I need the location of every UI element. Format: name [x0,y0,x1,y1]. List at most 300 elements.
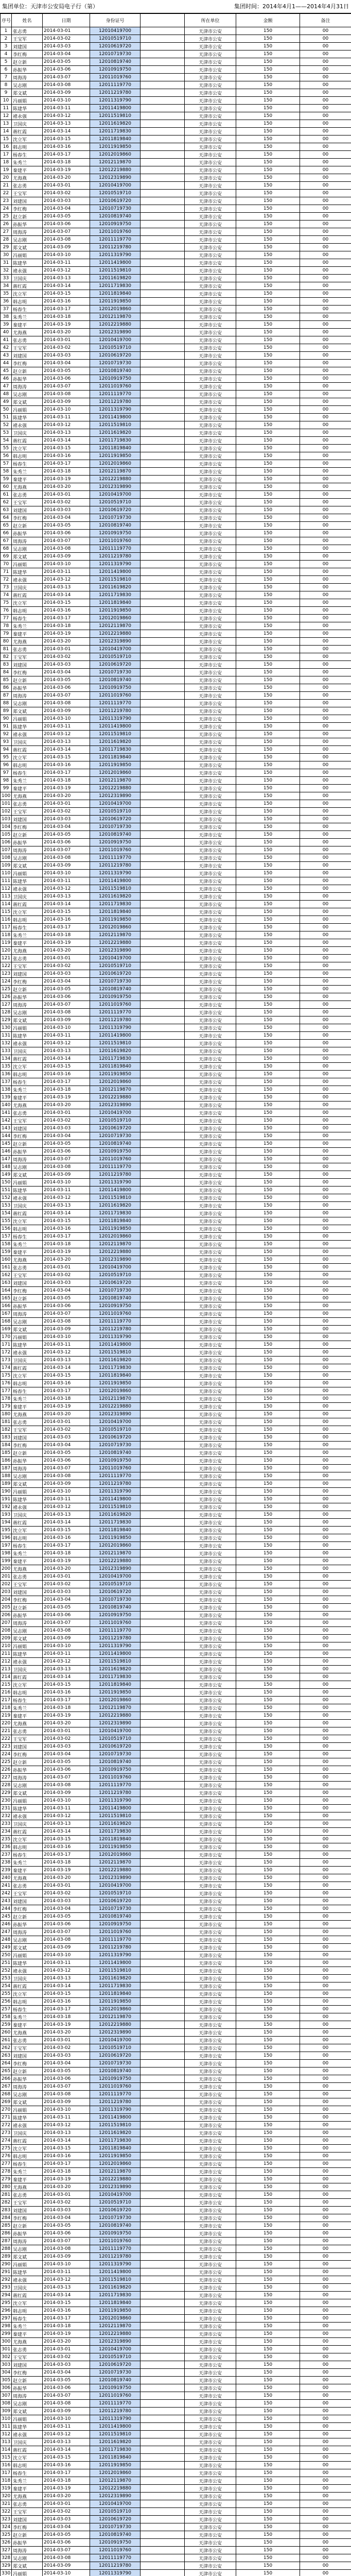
cell-org: 天津市公安 [185,329,236,336]
cell-name: 冯丽娟 [12,2415,43,2423]
cell-seq: 66 [1,530,12,537]
table-row [1,1859,351,1867]
cell-seq: 158 [1,1241,12,1248]
cell-blank [141,1395,185,1403]
cell-seq: 165 [1,1295,12,1302]
cell-date: 2014-03-18 [43,2323,90,2330]
cell-idcard: 12012219880 [90,2330,141,2338]
cell-note: 00 [300,1302,351,1310]
cell-seq: 296 [1,2307,12,2315]
cell-idcard: 12011319790 [90,870,141,877]
cell-name: 周海涛 [12,383,43,391]
cell-seq: 73 [1,584,12,591]
cell-blank [141,1967,185,1975]
cell-blank [141,1349,185,1357]
cell-seq: 65 [1,522,12,530]
cell-amount: 150 [236,1650,300,1658]
cell-idcard: 12010519710 [90,2199,141,2207]
cell-idcard: 12011219780 [90,1789,141,1797]
cell-note: 00 [300,2292,351,2299]
cell-date: 2014-03-19 [43,630,90,638]
table-row [1,1333,351,1341]
cell-org: 天津市公安 [185,1217,236,1225]
cell-seq: 281 [1,2191,12,2199]
cell-blank [141,1905,185,1913]
cell-date: 2014-03-02 [43,2508,90,2516]
cell-blank [141,2276,185,2284]
table-row [1,1395,351,1403]
cell-idcard: 12011819840 [90,1990,141,1998]
table-row [1,1001,351,1009]
cell-note: 00 [300,2369,351,2377]
cell-name: 孙振华 [12,2075,43,2083]
table-row [1,476,351,483]
cell-name: 王宝军 [12,2508,43,2516]
cell-org: 天津市公安 [185,282,236,290]
cell-name: 周海涛 [12,74,43,81]
cell-amount: 150 [236,1256,300,1264]
cell-amount: 150 [236,1944,300,1952]
cell-note: 00 [300,1411,351,1418]
cell-date: 2014-03-12 [43,2122,90,2129]
cell-idcard: 12011819840 [90,1217,141,1225]
cell-amount: 150 [236,352,300,360]
cell-seq: 36 [1,298,12,306]
cell-date: 2014-03-20 [43,2029,90,2037]
cell-idcard: 12011019760 [90,383,141,391]
cell-idcard: 12011619820 [90,275,141,282]
cell-note: 00 [300,1387,351,1395]
cell-idcard: 12011319790 [90,2415,141,2423]
cell-seq: 92 [1,731,12,738]
cell-seq: 326 [1,2539,12,2547]
cell-blank [141,1426,185,1434]
cell-name: 朱秀兰 [12,931,43,939]
cell-org: 天津市公安 [185,1387,236,1395]
cell-seq: 269 [1,2098,12,2106]
table-row [1,2160,351,2168]
cell-note: 00 [300,267,351,275]
cell-idcard: 12010719730 [90,2369,141,2377]
table-row [1,1264,351,1272]
cell-note: 00 [300,661,351,669]
cell-note: 00 [300,2284,351,2292]
cell-idcard: 12010619720 [90,1434,141,1442]
cell-seq: 178 [1,1395,12,1403]
cell-org: 天津市公安 [185,97,236,105]
cell-note: 00 [300,1975,351,1982]
cell-note: 00 [300,2361,351,2369]
cell-date: 2014-03-07 [43,1156,90,1163]
cell-date: 2014-03-05 [43,1140,90,1148]
cell-note: 00 [300,259,351,267]
cell-blank [141,1411,185,1418]
cell-seq: 278 [1,2168,12,2176]
cell-note: 00 [300,2044,351,2052]
cell-name: 李红梅 [12,2060,43,2067]
cell-date: 2014-03-06 [43,993,90,1001]
table-row [1,190,351,197]
table-row [1,2276,351,2284]
table-row [1,1758,351,1766]
cell-name: 李红梅 [12,2523,43,2531]
cell-note: 00 [300,1681,351,1689]
cell-blank [141,298,185,306]
cell-blank [141,1001,185,1009]
cell-date: 2014-03-14 [43,1055,90,1063]
cell-org: 天津市公安 [185,669,236,676]
cell-date: 2014-03-08 [43,1936,90,1944]
cell-note: 00 [300,1480,351,1488]
cell-seq: 32 [1,267,12,275]
cell-amount: 150 [236,854,300,862]
cell-date: 2014-03-01 [43,1109,90,1117]
cell-date: 2014-03-09 [43,1789,90,1797]
cell-name: 冯丽娟 [12,1488,43,1496]
cell-name: 赵立新 [12,58,43,66]
cell-date: 2014-03-14 [43,1982,90,1990]
cell-name: 陈建华 [12,1341,43,1349]
table-row [1,2361,351,2369]
cell-seq: 259 [1,2021,12,2029]
table-row [1,1272,351,1279]
cell-idcard: 12011919850 [90,2462,141,2469]
cell-org: 天津市公安 [185,839,236,846]
table-row [1,1527,351,1534]
cell-name: 张志勇 [12,2191,43,2199]
cell-org: 天津市公安 [185,2438,236,2446]
cell-name: 陈建华 [12,259,43,267]
cell-idcard: 12010519710 [90,1272,141,1279]
cell-name: 孙振华 [12,1921,43,1928]
cell-seq: 249 [1,1944,12,1952]
cell-date: 2014-03-12 [43,2276,90,2284]
cell-blank [141,908,185,916]
cell-date: 2014-03-18 [43,777,90,785]
table-row [1,58,351,66]
cell-org: 天津市公安 [185,1952,236,1959]
table-row [1,2067,351,2075]
table-row [1,1457,351,1465]
cell-seq: 129 [1,1016,12,1024]
cell-note: 00 [300,2052,351,2060]
cell-note: 00 [300,568,351,576]
cell-org: 天津市公安 [185,1125,236,1132]
cell-note: 00 [300,228,351,236]
table-row [1,2183,351,2191]
cell-note: 00 [300,2245,351,2253]
cell-date: 2014-03-15 [43,135,90,143]
cell-amount: 150 [236,1187,300,1194]
cell-blank [141,2408,185,2415]
cell-idcard: 12010519710 [90,2044,141,2052]
cell-seq: 59 [1,476,12,483]
table-row [1,1774,351,1782]
cell-org: 天津市公安 [185,1751,236,1758]
cell-date: 2014-03-04 [43,1751,90,1758]
table-row [1,2523,351,2531]
cell-seq: 276 [1,2153,12,2160]
cell-date: 2014-03-06 [43,530,90,537]
cell-blank [141,2137,185,2145]
cell-date: 2014-03-20 [43,1874,90,1882]
table-row [1,43,351,50]
cell-seq: 193 [1,1511,12,1519]
cell-org: 天津市公安 [185,135,236,143]
cell-idcard: 12010419700 [90,1264,141,1272]
cell-idcard: 12012119870 [90,1241,141,1248]
cell-note: 00 [300,576,351,584]
cell-org: 天津市公安 [185,2029,236,2037]
cell-blank [141,491,185,499]
cell-idcard: 12012319890 [90,2183,141,2191]
table-row [1,1998,351,2006]
cell-amount: 150 [236,2168,300,2176]
table-row [1,282,351,290]
cell-idcard: 12012119870 [90,1859,141,1867]
cell-seq: 225 [1,1758,12,1766]
cell-org: 天津市公安 [185,1418,236,1426]
cell-seq: 239 [1,1867,12,1874]
cell-note: 00 [300,2469,351,2477]
cell-blank [141,1805,185,1812]
cell-note: 00 [300,2191,351,2199]
cell-name: 李红梅 [12,669,43,676]
cell-note: 00 [300,1179,351,1187]
cell-date: 2014-03-19 [43,1867,90,1874]
cell-amount: 150 [236,1318,300,1326]
cell-org: 天津市公安 [185,2245,236,2253]
cell-date: 2014-03-16 [43,1843,90,1851]
cell-seq: 196 [1,1534,12,1542]
cell-idcard: 12011819840 [90,599,141,607]
cell-idcard: 12011019760 [90,537,141,545]
cell-date: 2014-03-10 [43,1333,90,1341]
cell-idcard: 12011719830 [90,1055,141,1063]
cell-amount: 150 [236,2469,300,2477]
cell-org: 天津市公安 [185,792,236,800]
cell-name: 刘建国 [12,1897,43,1905]
cell-amount: 150 [236,1488,300,1496]
cell-idcard: 12011819840 [90,2454,141,2462]
cell-blank [141,1163,185,1171]
col-header-name: 姓名 [12,14,43,27]
cell-seq: 153 [1,1202,12,1210]
cell-idcard: 12011919850 [90,2307,141,2315]
cell-seq: 243 [1,1897,12,1905]
table-row [1,2315,351,2323]
cell-org: 天津市公安 [185,1766,236,1774]
table-row [1,159,351,166]
cell-date: 2014-03-14 [43,128,90,135]
cell-note: 00 [300,970,351,978]
cell-name: 褚永强 [12,731,43,738]
cell-amount: 150 [236,754,300,761]
cell-seq: 113 [1,893,12,901]
cell-note: 00 [300,731,351,738]
cell-amount: 150 [236,622,300,630]
cell-amount: 150 [236,2153,300,2160]
cell-org: 天津市公安 [185,1658,236,1666]
cell-blank [141,1758,185,1766]
table-row [1,1805,351,1812]
table-row [1,120,351,128]
table-row [1,1735,351,1743]
cell-name: 吴志刚 [12,236,43,244]
cell-blank [141,761,185,769]
table-row [1,1047,351,1055]
cell-note: 00 [300,584,351,591]
cell-seq: 265 [1,2067,12,2075]
cell-note: 00 [300,2122,351,2129]
cell-idcard: 12012019860 [90,306,141,313]
cell-seq: 149 [1,1171,12,1179]
cell-org: 天津市公安 [185,391,236,398]
cell-blank [141,2477,185,2485]
cell-date: 2014-03-10 [43,1952,90,1959]
cell-note: 00 [300,2485,351,2493]
cell-seq: 14 [1,128,12,135]
cell-blank [141,1217,185,1225]
cell-blank [141,190,185,197]
table-row [1,785,351,792]
cell-blank [141,955,185,962]
cell-note: 00 [300,777,351,785]
cell-amount: 150 [236,893,300,901]
cell-idcard: 12011319790 [90,97,141,105]
cell-org: 天津市公安 [185,2361,236,2369]
cell-blank [141,1534,185,1542]
cell-blank [141,754,185,761]
cell-org: 天津市公安 [185,1905,236,1913]
cell-idcard: 12010819740 [90,1758,141,1766]
cell-note: 00 [300,2067,351,2075]
cell-note: 00 [300,290,351,298]
cell-date: 2014-03-15 [43,2454,90,2462]
table-row [1,599,351,607]
cell-name: 李红梅 [12,823,43,831]
cell-idcard: 12011319790 [90,1642,141,1650]
cell-amount: 150 [236,437,300,445]
cell-blank [141,1187,185,1194]
table-row [1,1403,351,1411]
cell-seq: 96 [1,761,12,769]
cell-note: 00 [300,1140,351,1148]
cell-date: 2014-03-13 [43,1202,90,1210]
cell-name: 秦建平 [12,2485,43,2493]
cell-seq: 167 [1,1310,12,1318]
cell-seq: 130 [1,1024,12,1032]
cell-name: 吴志刚 [12,854,43,862]
cell-name: 刘建国 [12,2052,43,2060]
cell-idcard: 12012219880 [90,1867,141,1874]
table-row [1,839,351,846]
cell-amount: 150 [236,391,300,398]
cell-seq: 154 [1,1210,12,1217]
cell-name: 李红梅 [12,2214,43,2222]
cell-org: 天津市公安 [185,406,236,414]
cell-blank [141,1627,185,1635]
cell-seq: 54 [1,437,12,445]
cell-blank [141,2029,185,2037]
cell-org: 天津市公安 [185,1434,236,1442]
cell-name: 尤海燕 [12,1565,43,1573]
cell-idcard: 12012119870 [90,622,141,630]
cell-blank [141,1766,185,1774]
cell-date: 2014-03-02 [43,1581,90,1588]
cell-amount: 150 [236,506,300,514]
cell-org: 天津市公安 [185,2284,236,2292]
cell-org: 天津市公安 [185,58,236,66]
cell-org: 天津市公安 [185,2523,236,2531]
cell-blank [141,391,185,398]
cell-note: 00 [300,2106,351,2114]
cell-note: 00 [300,437,351,445]
table-row [1,854,351,862]
cell-seq: 280 [1,2183,12,2191]
cell-date: 2014-03-11 [43,1341,90,1349]
cell-note: 00 [300,2207,351,2214]
cell-idcard: 12011919850 [90,1689,141,1697]
cell-blank [141,2183,185,2191]
cell-amount: 150 [236,1434,300,1442]
cell-note: 00 [300,692,351,700]
table-row [1,2052,351,2060]
table-row [1,2029,351,2037]
cell-blank [141,236,185,244]
cell-date: 2014-03-10 [43,2106,90,2114]
cell-note: 00 [300,1534,351,1542]
cell-blank [141,1156,185,1163]
cell-blank [141,1326,185,1333]
cell-date: 2014-03-13 [43,2438,90,2446]
cell-idcard: 12011219780 [90,2408,141,2415]
cell-blank [141,2299,185,2307]
cell-date: 2014-03-17 [43,2006,90,2013]
cell-org: 天津市公安 [185,2122,236,2129]
cell-blank [141,2284,185,2292]
cell-amount: 150 [236,290,300,298]
cell-amount: 150 [236,321,300,329]
cell-amount: 150 [236,1511,300,1519]
cell-org: 天津市公安 [185,2091,236,2098]
cell-seq: 143 [1,1125,12,1132]
cell-note: 00 [300,723,351,731]
cell-note: 00 [300,2114,351,2122]
cell-idcard: 12011319790 [90,1797,141,1805]
cell-seq: 232 [1,1812,12,1820]
cell-amount: 150 [236,576,300,584]
cell-name: 周海涛 [12,2547,43,2554]
table-row [1,924,351,931]
cell-date: 2014-03-15 [43,754,90,761]
cell-idcard: 12011519810 [90,267,141,275]
cell-note: 00 [300,839,351,846]
cell-note: 00 [300,1944,351,1952]
cell-org: 天津市公安 [185,1789,236,1797]
table-row [1,800,351,808]
cell-date: 2014-03-04 [43,823,90,831]
cell-amount: 150 [236,1828,300,1836]
cell-name: 冯丽娟 [12,715,43,723]
cell-seq: 317 [1,2469,12,2477]
cell-idcard: 12011919850 [90,1534,141,1542]
cell-note: 00 [300,522,351,530]
table-row [1,360,351,367]
cell-blank [141,2021,185,2029]
cell-org: 天津市公安 [185,769,236,777]
table-row [1,1326,351,1333]
